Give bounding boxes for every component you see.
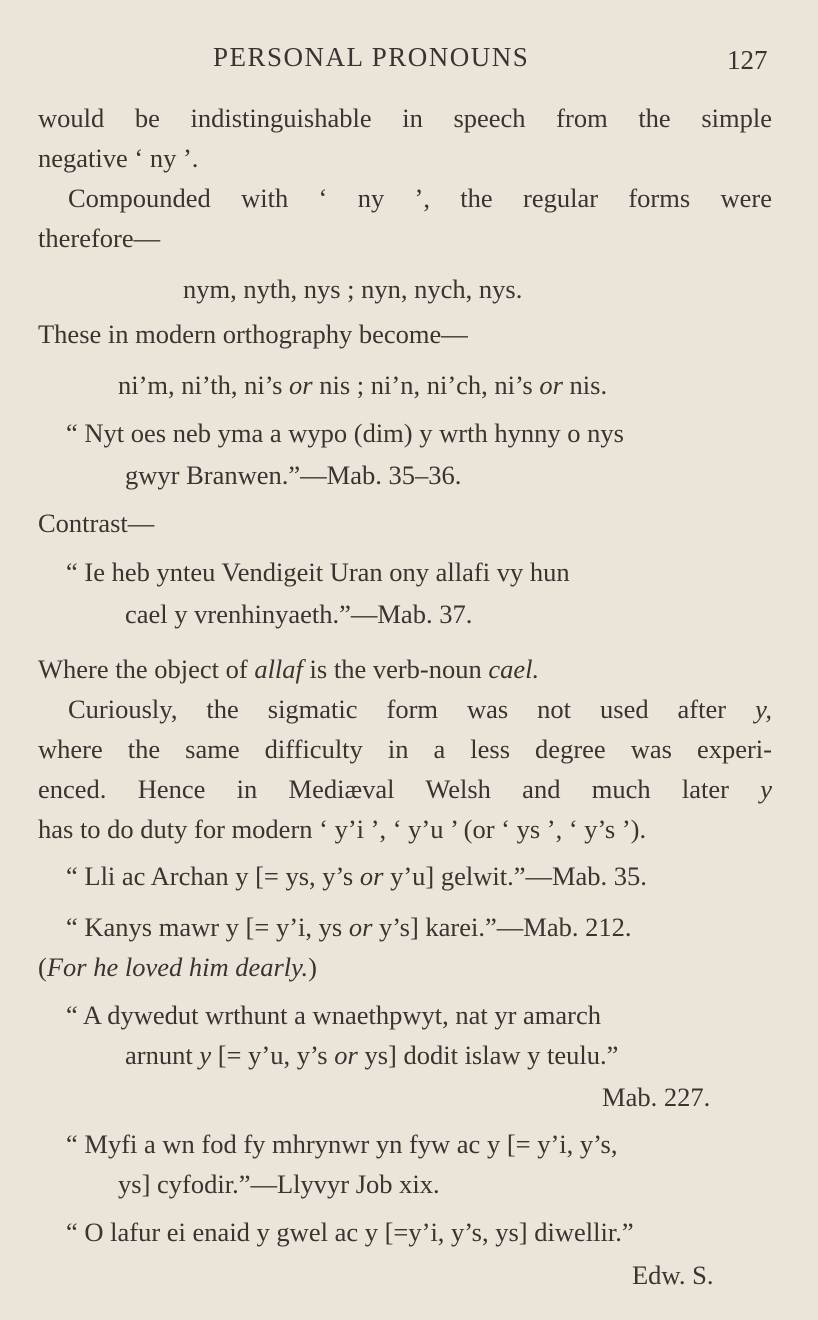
quotation-line	[66, 914, 631, 941]
italic-word: cael.	[488, 654, 540, 684]
italic-word: or	[348, 912, 373, 942]
text-span: [= y’u, y’s	[211, 1040, 335, 1070]
text-line: therefore—	[38, 223, 161, 253]
text-line: would be indistinguishable in speech from the simple	[38, 103, 772, 133]
text-span: nis ; ni’n, ni’ch, ni’s	[312, 370, 540, 400]
text-span: )	[308, 952, 317, 982]
text-span: enced. Hence in Mediæval Welsh and much later	[38, 774, 761, 804]
italic-word: or	[289, 370, 313, 400]
text-line: Contrast—	[38, 508, 155, 538]
quotation-line: “ Ie heb ynteu Vendigeit Uran ony allafi vy hun	[66, 557, 570, 587]
text-span: ys] dodit islaw y teulu.”	[357, 1040, 619, 1070]
page-number: 127	[727, 45, 768, 75]
text-span: ni’m, ni’th, ni’s	[118, 370, 290, 400]
italic-phrase: For he loved him dearly.	[46, 952, 309, 982]
text-line	[38, 656, 539, 683]
example-forms-modern	[118, 372, 607, 399]
text-span: nis.	[562, 370, 608, 400]
italic-word: or	[334, 1040, 358, 1070]
text-line	[38, 776, 772, 803]
quotation-line: “ Myfi a wn fod fy mhrynwr yn fyw ac y [= y’i, y’s,	[66, 1129, 618, 1159]
text-span: “ Kanys mawr y [= y’i, ys	[66, 912, 349, 942]
quotation-line	[66, 863, 647, 890]
text-span: arnunt	[125, 1040, 200, 1070]
quotation-line: cael y vrenhinyaeth.”—Mab. 37.	[125, 599, 473, 629]
text-span: (	[38, 952, 47, 982]
text-line: where the same difficulty in a less degree was experi-	[38, 734, 772, 764]
quotation-line: “ O lafur ei enaid y gwel ac y [=y’i, y’s, ys] diwellir.”	[66, 1217, 634, 1247]
text-span: “ Lli ac Archan y [= ys, y’s	[66, 861, 360, 891]
text-span: y’s] karei.”—Mab. 212.	[372, 912, 632, 942]
text-span: is the verb-noun	[302, 654, 489, 684]
text-line: has to do duty for modern ‘ y’i ’, ‘ y’u ’ (or ‘ ys ’, ‘ y’s ’).	[38, 814, 647, 844]
text-span: Curiously, the sigmatic form was not used after	[68, 694, 756, 724]
quotation-line: “ Nyt oes neb yma a wypo (dim) y wrth hynny o nys	[66, 418, 624, 448]
translation-line	[38, 954, 317, 981]
text-line: Compounded with ‘ ny ’, the regular forms were	[68, 183, 772, 213]
italic-word: or	[539, 370, 563, 400]
quotation-line	[125, 1042, 618, 1069]
example-forms: nym, nyth, nys ; nyn, nych, nys.	[183, 274, 523, 304]
italic-word: allaf	[254, 654, 303, 684]
citation: Edw. S.	[632, 1260, 714, 1290]
running-header-title: PERSONAL PRONOUNS	[213, 42, 530, 72]
italic-word: y	[760, 774, 772, 804]
citation: Mab. 227.	[602, 1082, 711, 1112]
italic-word: y,	[755, 694, 772, 724]
text-span: y’u] gelwit.”—Mab. 35.	[383, 861, 647, 891]
quotation-line: ys] cyfodir.”—Llyvyr Job xix.	[118, 1169, 440, 1199]
italic-word: y	[199, 1040, 212, 1070]
italic-word: or	[359, 861, 384, 891]
quotation-line: gwyr Branwen.”—Mab. 35–36.	[125, 460, 462, 490]
text-line	[68, 696, 772, 723]
text-line: These in modern orthography become—	[38, 319, 468, 349]
quotation-line: “ A dywedut wrthunt a wnaethpwyt, nat yr amarch	[66, 1000, 602, 1030]
text-line: negative ‘ ny ’.	[38, 143, 199, 173]
text-span: Where the object of	[38, 654, 255, 684]
